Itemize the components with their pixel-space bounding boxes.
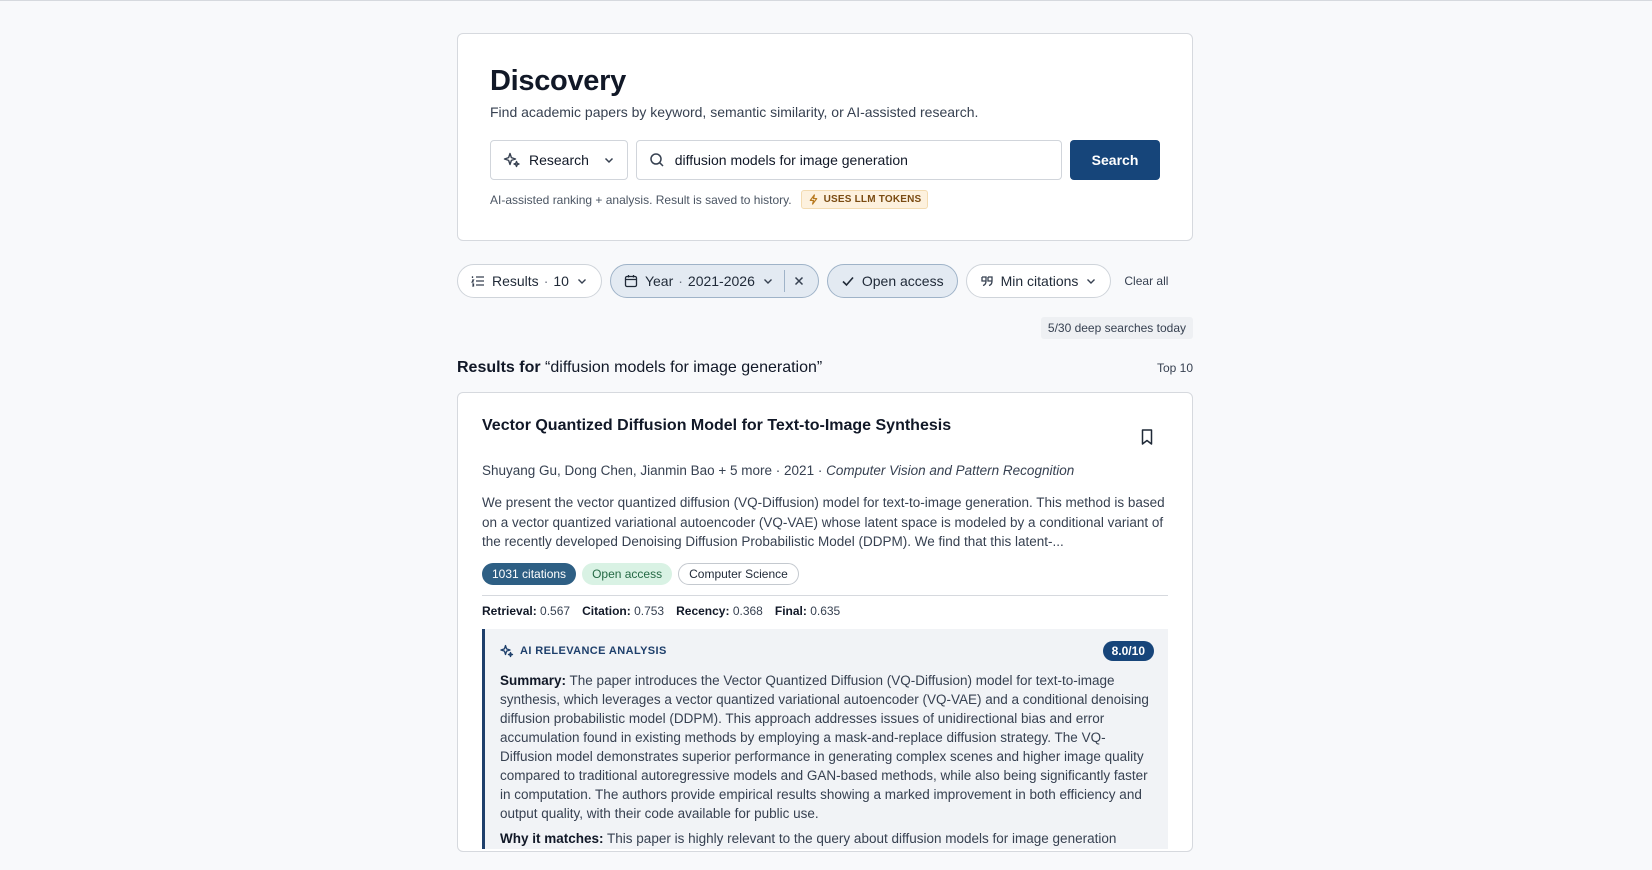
final-score: [775, 604, 840, 618]
min-citations-filter[interactable]: [966, 264, 1112, 298]
search-hint: AI-assisted ranking + analysis. Result is saved to history.: [490, 192, 792, 207]
chevron-down-icon: [576, 275, 588, 287]
result-abstract: We present the vector quantized diffusion (VQ-Diffusion) model for text-to-image generation. This method is based on a vector quantized variational autoencoder (VQ-VAE) whose latent space is modeled by a conditional variant of the recently developed Denoising Diffusion Probabilistic Model (DDPM). We find that this latent-...: [482, 495, 1165, 549]
calendar-icon: [624, 274, 638, 288]
search-hint-row: [490, 190, 1160, 209]
results-count-filter[interactable]: [457, 264, 602, 298]
list-icon: [471, 274, 485, 288]
close-icon[interactable]: [793, 275, 805, 287]
clear-all-button[interactable]: Clear all: [1124, 274, 1169, 288]
quota-row: [457, 317, 1193, 339]
min-citations-filter-label: Min citations: [1000, 273, 1079, 289]
llm-token-badge-label: USES LLM TOKENS: [823, 194, 922, 205]
result-venue: Computer Vision and Pattern Recognition: [826, 463, 1075, 478]
results-top-count: Top 10: [1156, 361, 1193, 375]
quote-icon: [980, 274, 994, 288]
search-input[interactable]: [636, 140, 1062, 180]
deep-search-quota: 5/30 deep searches today: [1041, 317, 1193, 339]
result-authors-year: Shuyang Gu, Dong Chen, Jianmin Bao + 5 more · 2021 ·: [482, 463, 827, 478]
search-query-value: diffusion models for image generation: [674, 152, 908, 168]
retrieval-score: [482, 604, 570, 618]
why-label: Why it matches:: [500, 830, 604, 846]
separator-dot: ·: [543, 273, 549, 289]
search-mode-select[interactable]: [490, 140, 628, 180]
field-badge: Computer Science: [678, 563, 799, 585]
final-score-value: 0.635: [810, 603, 841, 618]
summary-text: The paper introduces the Vector Quantized Diffusion (VQ-Diffusion) model for text-to-image synthesis, which leverages a vector quantized variational autoencoder (VQ-VAE) and a conditional denoising diffusion probabilistic model (DDPM). This approach addresses issues of unidirectional bias and error accumulation found in existing methods by employing a mask-and-replace diffusion strategy. The VQ-Diffusion model demonstrates superior performance in generating complex scenes and higher image quality compared to traditional autoregressive models and GAN-based methods, while also being significantly faster in computation. The authors provide empirical results showing a marked improvement in both efficiency and output quality, with their code available for public use.: [500, 672, 1149, 821]
chevron-down-icon: [1085, 275, 1097, 287]
final-score-label: Final:: [774, 603, 807, 618]
recency-score: [676, 604, 763, 618]
year-filter-value: 2021-2026: [687, 273, 755, 289]
citation-score: [582, 604, 664, 618]
page-subtitle: Find academic papers by keyword, semantic similarity, or AI-assisted research.: [490, 104, 979, 120]
filter-bar: [457, 264, 1193, 298]
result-header: [482, 417, 1168, 446]
sparkles-icon: [503, 151, 521, 169]
analysis-body: [500, 671, 1154, 848]
result-tags: [482, 563, 1168, 585]
retrieval-score-value: 0.567: [540, 603, 571, 618]
discovery-page: [457, 33, 1193, 852]
year-filter-label: Year: [644, 273, 674, 289]
year-filter[interactable]: [610, 264, 819, 298]
page-title: Discovery: [490, 65, 626, 97]
chip-divider: [784, 270, 785, 292]
results-filter-label: Results: [492, 273, 539, 289]
result-scores: [482, 604, 1168, 618]
results-query: “diffusion models for image generation”: [545, 359, 823, 376]
summary-label: Summary:: [500, 672, 567, 688]
lightning-icon: [808, 194, 819, 205]
analysis-header: [500, 641, 1154, 661]
results-header: [457, 359, 1193, 377]
analysis-label: [500, 644, 667, 658]
chevron-down-icon: [603, 154, 615, 166]
sparkles-icon: [500, 644, 514, 658]
analysis-label-text: AI RELEVANCE ANALYSIS: [520, 644, 667, 657]
open-access-filter[interactable]: [827, 264, 958, 298]
search-button[interactable]: Search: [1070, 140, 1160, 180]
top-border: [0, 0, 1652, 1]
check-icon: [841, 274, 855, 288]
recency-score-label: Recency:: [676, 603, 730, 618]
separator-dot: ·: [678, 273, 683, 289]
results-filter-value: 10: [553, 273, 569, 289]
retrieval-score-label: Retrieval:: [482, 603, 537, 618]
chevron-down-icon: [762, 275, 774, 287]
result-divider: [482, 595, 1168, 596]
search-row: [490, 140, 1160, 180]
results-title: [457, 359, 822, 377]
search-card: [457, 33, 1193, 241]
result-card: [457, 392, 1193, 852]
citation-score-label: Citation:: [582, 603, 631, 618]
ai-relevance-analysis: [482, 629, 1168, 849]
analysis-summary: [500, 671, 1154, 823]
recency-score-value: 0.368: [732, 603, 763, 618]
result-meta: [482, 463, 1168, 478]
search-icon: [649, 152, 665, 168]
citation-score-value: 0.753: [634, 603, 665, 618]
results-prefix: Results for: [457, 359, 541, 376]
search-mode-label: Research: [529, 152, 589, 168]
open-access-badge: Open access: [582, 563, 672, 585]
open-access-filter-label: Open access: [861, 273, 944, 289]
why-text: This paper is highly relevant to the query about diffusion models for image generation: [607, 830, 1117, 846]
result-title[interactable]: Vector Quantized Diffusion Model for Text-to-Image Synthesis: [482, 417, 952, 434]
analysis-why: [500, 829, 1154, 848]
citations-badge: 1031 citations: [482, 563, 576, 585]
analysis-score-badge: 8.0/10: [1103, 641, 1154, 661]
llm-token-badge: [801, 190, 929, 209]
bookmark-icon[interactable]: [1139, 428, 1155, 446]
